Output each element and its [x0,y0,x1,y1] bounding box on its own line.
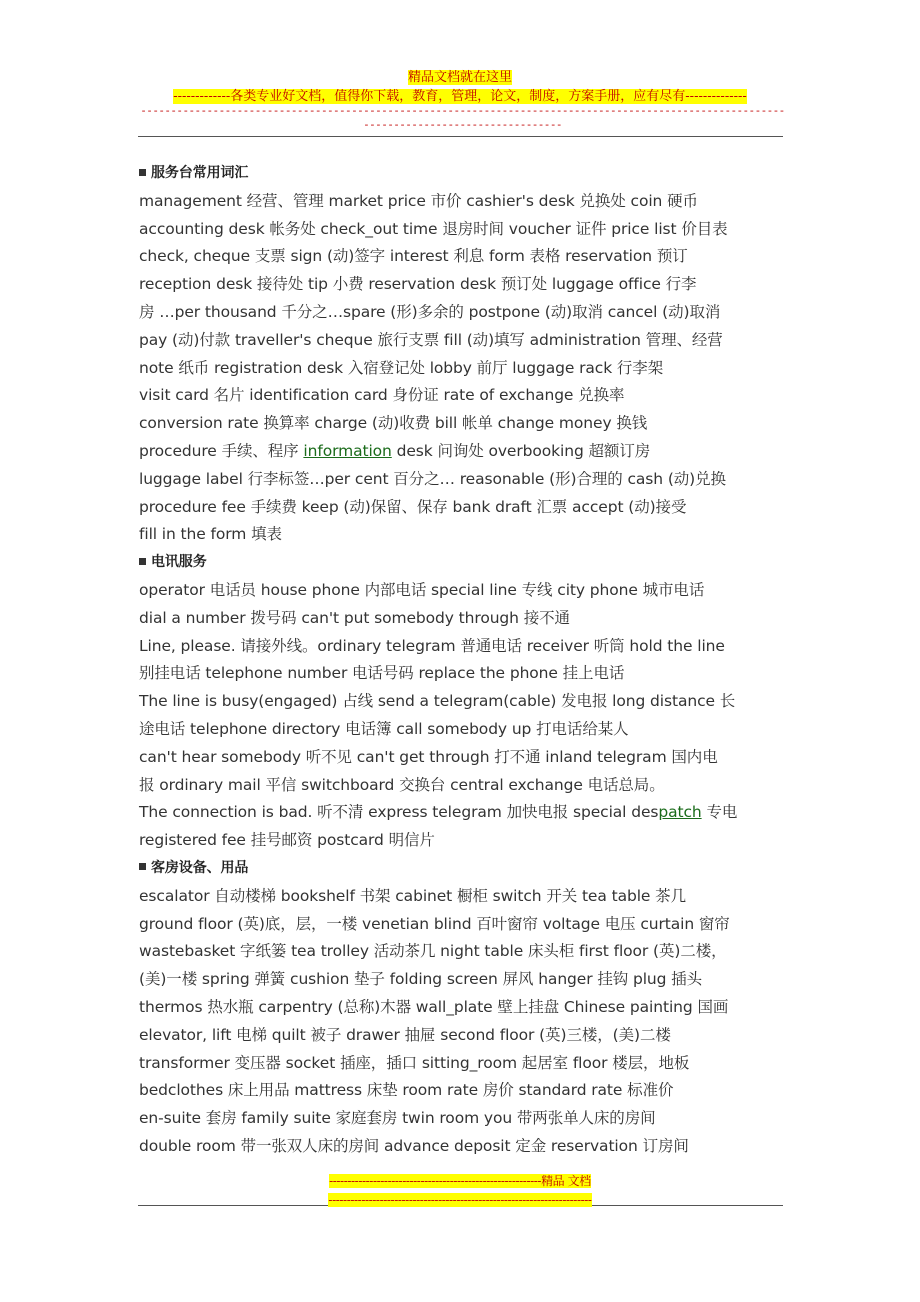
vocab-text: bedclothes 床上用品 mattress 床垫 room rate 房价 standard rate 标准价 [139,1081,674,1100]
header-tagline-row [0,85,920,105]
vocab-text: dial a number 拨号码 can't put somebody through 接不通 [139,608,570,627]
vocab-line [139,744,794,772]
vocab-text: 途电话 telephone directory 电话簿 call somebody up 打电话给某人 [139,719,629,738]
vocab-text: conversion rate 换算率 charge (动)收费 bill 帐单 change money 换钱 [139,414,648,433]
header-dashes: -------------------------------------------------------------------------------------------------------------------------------------------- [140,104,785,131]
footer-line-2: ------------------------------------------------------------------------ [328,1193,592,1207]
square-bullet-icon [139,169,146,176]
vocab-text: check, cheque 支票 sign (动)签字 interest 利息 form 表格 reservation 预订 [139,247,688,266]
vocab-link[interactable]: patch [658,803,702,822]
vocab-text: luggage label 行李标签…per cent 百分之… reasonable (形)合理的 cash (动)兑换 [139,469,726,488]
vocab-text: management 经营、管理 market price 市价 cashier's desk 兑换处 coin 硬币 [139,191,698,210]
vocab-line [139,827,794,855]
vocab-line [139,355,794,383]
vocab-line [139,1077,794,1105]
vocab-line [139,633,794,661]
vocab-text: transformer 变压器 socket 插座，插口 sitting_room 起居室 floor 楼层，地板 [139,1053,690,1072]
vocab-line [139,188,794,216]
vocab-line [139,521,794,549]
vocab-text: procedure fee 手续费 keep (动)保留、保存 bank draft 汇票 accept (动)接受 [139,497,687,516]
footer-row-2 [0,1189,920,1208]
vocab-line [139,466,794,494]
vocab-line [139,716,794,744]
vocab-text: visit card 名片 identification card 身份证 rate of exchange 兑换率 [139,386,625,405]
vocab-text: 报 ordinary mail 平信 switchboard 交换台 central exchange 电话总局。 [139,775,665,794]
vocab-text: (美)一楼 spring 弹簧 cushion 垫子 folding screen 屏风 hanger 挂钩 plug 插头 [139,970,702,989]
section-title: 客房设备、用品 [151,859,249,876]
vocab-line [139,438,794,466]
vocab-line [139,772,794,800]
vocab-line [139,216,794,244]
section-title: 电讯服务 [151,554,207,571]
document-body [139,160,794,1161]
vocab-line [139,966,794,994]
vocab-text: thermos 热水瓶 carpentry (总称)木器 wall_plate 壁上挂盘 Chinese painting 国画 [139,997,729,1016]
vocab-line [139,938,794,966]
vocab-text: note 纸币 registration desk 入宿登记处 lobby 前厅 luggage rack 行李架 [139,358,664,377]
footer-row-1 [0,1170,920,1189]
vocab-text: operator 电话员 house phone 内部电话 special line 专线 city phone 城市电话 [139,580,705,599]
vocab-text: procedure 手续、程序 [139,441,304,460]
section-heading [139,160,794,188]
vocab-text: The connection is bad. 听不清 express telegram 加快电报 special des [139,803,659,822]
vocab-line [139,1105,794,1133]
header-title-row [0,66,920,86]
vocab-line [139,299,794,327]
vocab-text: The line is busy(engaged) 占线 send a telegram(cable) 发电报 long distance 长 [139,692,736,711]
section-title: 服务台常用词汇 [151,165,249,181]
vocab-line [139,494,794,522]
vocab-line [139,1050,794,1078]
vocab-line [139,1133,794,1161]
vocab-line [139,410,794,438]
vocab-line [139,605,794,633]
vocab-text: 房 …per thousand 千分之…spare (形)多余的 postpone (动)取消 cancel (动)取消 [139,302,721,321]
header-tagline: -------------各类专业好文档，值得你下载，教育，管理，论文，制度，方案手册，应有尽有-------------- [173,89,747,104]
vocab-text: registered fee 挂号邮资 postcard 明信片 [139,831,435,850]
vocab-line [139,994,794,1022]
vocab-text: elevator, lift 电梯 quilt 被子 drawer 抽屉 second floor (英)三楼，(美)二楼 [139,1025,671,1044]
vocab-text: pay (动)付款 traveller's cheque 旅行支票 fill (动)填写 administration 管理、经营 [139,330,723,349]
vocab-text: 别挂电话 telephone number 电话号码 replace the phone 挂上电话 [139,664,625,683]
square-bullet-icon [139,863,146,870]
vocab-link[interactable]: information [303,441,392,460]
vocab-line [139,911,794,939]
square-bullet-icon [139,558,146,565]
vocab-text: ground floor (英)底，层，一楼 venetian blind 百叶窗帘 voltage 电压 curtain 窗帘 [139,914,730,933]
section-heading [139,549,794,577]
footer-line-1: ----------------------------------------------------------精品 文档 [329,1174,591,1188]
vocab-text: accounting desk 帐务处 check_out time 退房时间 voucher 证件 price list 价目表 [139,219,728,238]
vocab-line [139,799,794,827]
vocab-line [139,883,794,911]
vocab-text: fill in the form 填表 [139,525,282,544]
vocab-text: reception desk 接待处 tip 小费 reservation desk 预订处 luggage office 行李 [139,275,697,294]
vocab-line [139,271,794,299]
vocab-text: 专电 [701,803,738,822]
vocab-text: double room 带一张双人床的房间 advance deposit 定金 reservation 订房间 [139,1136,689,1155]
header-rule [138,136,783,137]
vocab-line [139,327,794,355]
vocab-text: wastebasket 字纸篓 tea trolley 活动茶几 night table 床头柜 first floor (英)二楼， [139,942,727,961]
vocab-text: en-suite 套房 family suite 家庭套房 twin room you 带两张单人床的房间 [139,1109,656,1128]
vocab-line [139,577,794,605]
header-title: 精品文档就在这里 [407,70,512,85]
vocab-line [139,660,794,688]
vocab-line [139,243,794,271]
vocab-text: Line, please. 请接外线。ordinary telegram 普通电话 receiver 听筒 hold the line [139,636,725,655]
vocab-text: escalator 自动楼梯 bookshelf 书架 cabinet 橱柜 switch 开关 tea table 茶几 [139,886,686,905]
vocab-text: desk 问询处 overbooking 超额订房 [391,441,651,460]
section-heading [139,855,794,883]
vocab-line [139,1022,794,1050]
vocab-line [139,688,794,716]
vocab-line [139,382,794,410]
vocab-text: can't hear somebody 听不见 can't get through 打不通 inland telegram 国内电 [139,747,718,766]
